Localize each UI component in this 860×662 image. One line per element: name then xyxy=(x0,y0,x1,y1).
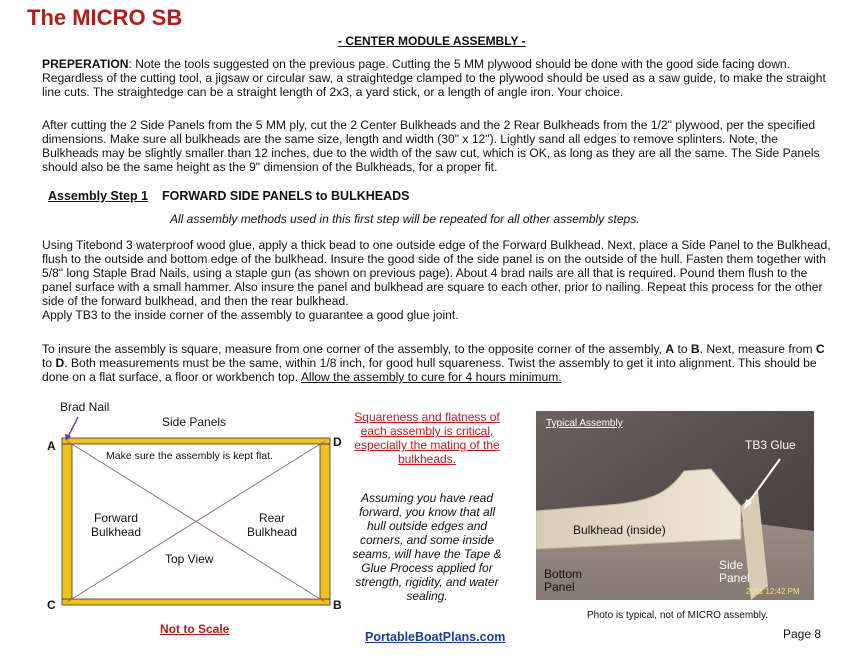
bottom-panel-label xyxy=(544,568,582,594)
corner-a: A xyxy=(47,439,56,453)
rear-label-2: Bulkhead xyxy=(246,525,298,539)
photo-caption: Photo is typical, not of MICRO assembly. xyxy=(587,610,768,621)
forward-label-1: Forward xyxy=(93,511,138,525)
page-number: Page 8 xyxy=(783,627,822,641)
photo-timestamp: 2011 12:42 PM xyxy=(746,587,800,596)
sq-text-1: To insure the assembly is square, measure from one corner of the assembly, to the opposite corner of the assembly, xyxy=(42,342,666,356)
corner-c: C xyxy=(47,598,56,612)
website-link[interactable]: PortableBoatPlans.com xyxy=(365,630,506,644)
sq-text-2: . Next, measure from xyxy=(699,342,816,356)
gluing-paragraph xyxy=(42,238,832,322)
step-subtitle: All assembly methods used in this first step will be repeated for all other assembly steps. xyxy=(170,212,640,226)
squareness-note: Squareness and flatness of each assembly is critical, especially the mating of the bulkheads. xyxy=(354,410,500,466)
forward-bulkhead-rect xyxy=(62,444,72,599)
step-heading xyxy=(48,189,410,203)
sq-corner-b: B xyxy=(690,342,700,356)
sq-corner-a: A xyxy=(665,342,675,356)
sq-to-1: to xyxy=(674,342,691,356)
tape-glue-note: Assuming you have read forward, you know that all hull outside edges and corners, and some inside seams, will have the Tape & Glue Process applied for strength, rigidity, and water sealing. xyxy=(352,491,502,603)
gluing-text-tb3: Apply TB3 to the inside corner of the assembly to guarantee a good glue joint. xyxy=(42,308,459,322)
cutting-paragraph: After cutting the 2 Side Panels from the 5 MM ply, cut the 2 Center Bulkheads and the 2 Rear Bulkheads from the 1/2" plywood, per the specified dimensions. Make sure all bulkheads are the same size, length and width (30" x 12"). Lightly sand all edges to remove splinters. Note, the Bulkheads may be slightly smaller than 12 inches, due to the width of the saw cut, which is OK, as long as they are all the same. The Side Panels should also be the same height as the 9" dimension of the Bulkheads, for a proper fit. xyxy=(42,118,820,174)
corner-d: D xyxy=(333,435,342,449)
squareness-paragraph xyxy=(42,342,832,384)
side-label-1: Side xyxy=(719,558,744,572)
tb3-label: TB3 Glue xyxy=(745,438,796,452)
side-panel-top xyxy=(62,438,330,444)
cure-note: Allow the assembly to cure for 4 hours minimum. xyxy=(300,370,562,384)
flat-note: Make sure the assembly is kept flat. xyxy=(106,450,273,462)
sq-corner-d: D xyxy=(55,356,65,370)
prep-text: : Note the tools suggested on the previous page. Cutting the 5 MM plywood should be done with the good side facing down. Regardless of the cutting tool, a jigsaw or circular saw, a straightedge clamped to the plywood should be used as a saw guide, to make the straight line cuts. The straightedge can be a straight length of 2x3, a yard stick, or a length of angle iron. Your choice. xyxy=(42,57,826,99)
sq-text-3: . Both measurements must be the same, within 1/8 inch, for good hull squareness. Twist the assembly to get it into alignment. This should be done on a flat surface, a floor or workbench top. xyxy=(42,356,817,384)
forward-bulkhead-label xyxy=(86,511,146,539)
bottom-label-2: Panel xyxy=(544,580,575,594)
sq-corner-c: C xyxy=(815,342,825,356)
prep-label: PREPERATION xyxy=(42,57,129,71)
not-to-scale: Not to Scale xyxy=(160,622,230,636)
brad-nail-label: Brad Nail xyxy=(60,400,110,414)
side-label-2: Panel xyxy=(719,571,750,585)
bulkhead-inside-label: Bulkhead (inside) xyxy=(573,523,666,537)
corner-b: B xyxy=(333,598,342,612)
step-title: FORWARD SIDE PANELS to BULKHEADS xyxy=(162,189,410,203)
rear-bulkhead-label xyxy=(242,511,302,539)
side-panel-bottom xyxy=(62,599,330,605)
section-title: - CENTER MODULE ASSEMBLY - xyxy=(338,34,526,48)
top-view-label: Top View xyxy=(165,552,214,566)
brand-title: The MICRO SB xyxy=(27,5,183,30)
prep-paragraph xyxy=(42,57,832,99)
step-label: Assembly Step 1 xyxy=(48,189,149,203)
rear-label-1: Rear xyxy=(258,511,285,525)
bottom-label-1: Bottom xyxy=(544,567,583,581)
forward-label-2: Bulkhead xyxy=(90,525,142,539)
side-panels-label: Side Panels xyxy=(162,415,227,429)
gluing-text: Using Titebond 3 waterproof wood glue, apply a thick bead to one outside edge of the Forward Bulkhead. Next, place a Side Panel to the Bulkhead, flush to the outside and bottom edge of the bulkhead. Insure the good side of the side panel is on the outside of the hull. Fasten them together with 5/8" long Staple Brad Nails, using a staple gun (as shown on previous page). About 4 brad nails are all that is required. Pound them flush to the panel surface with a small hammer. Also insure the panel and bulkhead are square to each other, prior to nailing. Repeat this process for the other side of the forward bulkhead, and then the rear bulkhead. xyxy=(42,238,831,308)
top-view-diagram xyxy=(0,395,360,645)
photo-title: Typical Assembly xyxy=(546,418,623,429)
rear-bulkhead-rect xyxy=(320,444,330,599)
side-panel-label xyxy=(719,559,750,585)
sq-to-2: to xyxy=(42,356,56,370)
brad-nail-arrow xyxy=(68,417,78,437)
assembly-photo xyxy=(536,411,814,600)
